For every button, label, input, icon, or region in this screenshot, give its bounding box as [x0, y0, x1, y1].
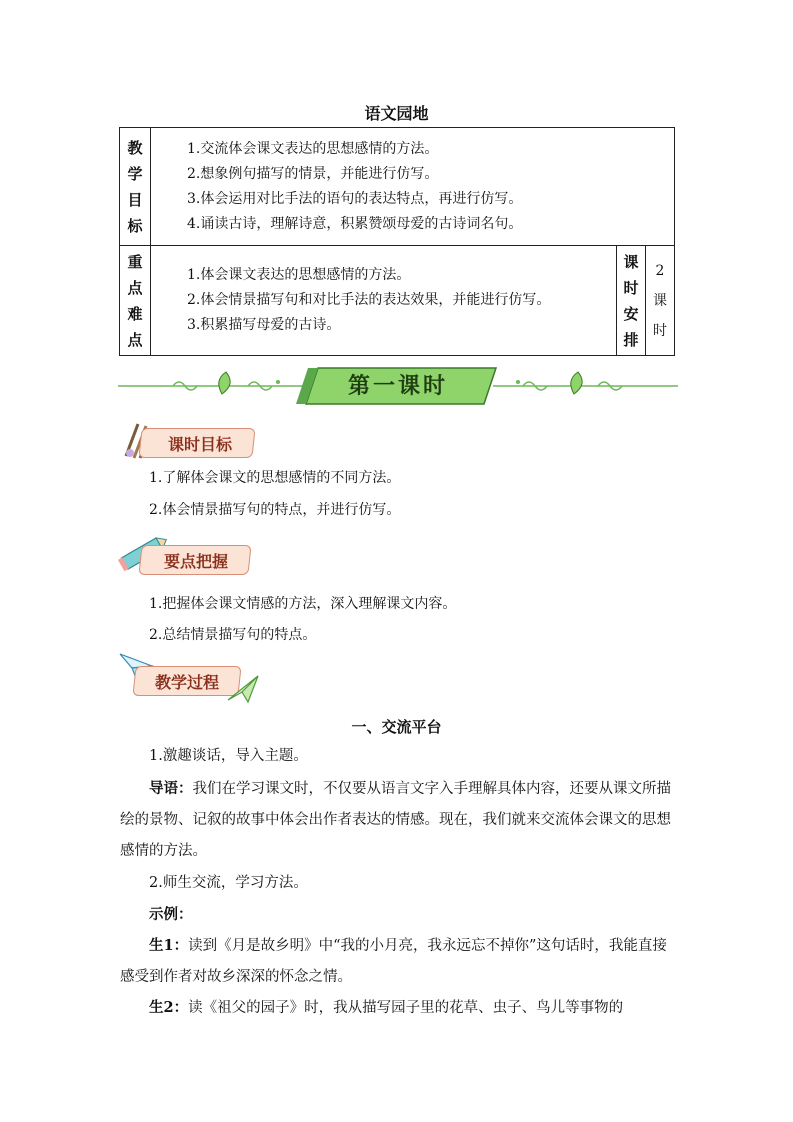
student-2-paragraph	[120, 992, 676, 1024]
schedule-header-char: 排	[623, 330, 639, 349]
objective-item: 1.了解体会课文的思想感情的不同方法。	[149, 470, 401, 486]
left-vine-decoration	[118, 372, 303, 394]
key-point-summary-item: 1.把握体会课文情感的方法，深入理解课文内容。	[149, 596, 457, 612]
goals-header	[120, 128, 151, 246]
key-header-char: 点	[127, 278, 143, 297]
student-1-text: 读到《月是故乡明》中“我的小月亮，我永远忘不掉你”这句话时，我能直接感受到作者对故乡深深的怀念之情。	[120, 938, 667, 985]
example-label	[120, 899, 676, 931]
intro-text: 我们在学习课文时，不仅要从语言文字入手理解具体内容，还要从课文所描绘的景物、记叙的故事中体会出作者表达的情感。现在，我们就来交流体会课文的思想感情的方法。	[120, 781, 671, 859]
key-point-item: 2.体会情景描写句和对比手法的表达效果，并能进行仿写。	[187, 292, 551, 308]
student-2-label: 生2：	[149, 999, 189, 1016]
section-heading: 一、交流平台	[351, 718, 442, 736]
schedule-header-char: 时	[623, 278, 639, 297]
goals-row	[120, 128, 675, 246]
document-title: 语文园地	[364, 104, 429, 123]
objectives-tag-label: 课时目标	[167, 435, 232, 454]
key-points-tag-label: 要点把握	[163, 552, 228, 571]
schedule-header-char: 安	[623, 304, 639, 323]
goals-cell	[151, 128, 675, 246]
example-label-text: 示例：	[149, 906, 193, 923]
goals-header-char: 标	[127, 216, 143, 235]
key-point-item: 1.体会课文表达的思想感情的方法。	[187, 267, 411, 283]
goal-item: 3.体会运用对比手法的语句的表达特点，再进行仿写。	[187, 190, 523, 207]
process-tag-label: 教学过程	[154, 673, 219, 692]
schedule-value-char: 时	[653, 322, 667, 339]
intro-paragraph	[120, 773, 676, 867]
key-point-item: 3.积累描写母爱的古诗。	[187, 317, 341, 333]
goal-item: 1.交流体会课文表达的思想感情的方法。	[187, 140, 439, 157]
lesson-plan-table	[119, 127, 675, 356]
step-2: 2.师生交流，学习方法。	[149, 875, 308, 891]
key-points-row	[120, 246, 675, 356]
schedule-value	[646, 246, 675, 356]
key-header-char: 重	[127, 252, 143, 271]
goal-item: 2.想象例句描写的情景，并能进行仿写。	[187, 165, 439, 182]
key-points-header	[120, 246, 151, 356]
step-1: 1.激趣谈话，导入主题。	[149, 748, 308, 764]
schedule-header	[617, 246, 646, 356]
schedule-value-char: 课	[653, 292, 667, 309]
goal-item: 4.诵读古诗，理解诗意，积累赞颂母爱的古诗词名句。	[187, 215, 523, 232]
intro-label: 导语：	[149, 780, 193, 797]
goals-header-char: 目	[127, 190, 143, 209]
objective-item: 2.体会情景描写句的特点，并进行仿写。	[149, 502, 401, 518]
paper-plane-small-icon	[226, 672, 260, 704]
schedule-header-char: 课	[623, 252, 639, 271]
student-1-label: 生1：	[149, 937, 189, 954]
schedule-value-char: 2	[655, 262, 665, 279]
key-header-char: 难	[127, 304, 143, 323]
student-2-text: 读《祖父的园子》时，我从描写园子里的花草、虫子、鸟儿等事物的	[188, 1000, 624, 1016]
goals-header-char: 教	[127, 138, 143, 157]
right-vine-decoration	[493, 372, 678, 394]
key-header-char: 点	[127, 330, 143, 349]
key-point-summary-item: 2.总结情景描写句的特点。	[149, 627, 317, 643]
student-1-paragraph	[120, 930, 676, 993]
key-points-cell	[151, 246, 617, 356]
lesson-banner-label: 第一课时	[347, 374, 448, 399]
goals-header-char: 学	[127, 164, 143, 183]
